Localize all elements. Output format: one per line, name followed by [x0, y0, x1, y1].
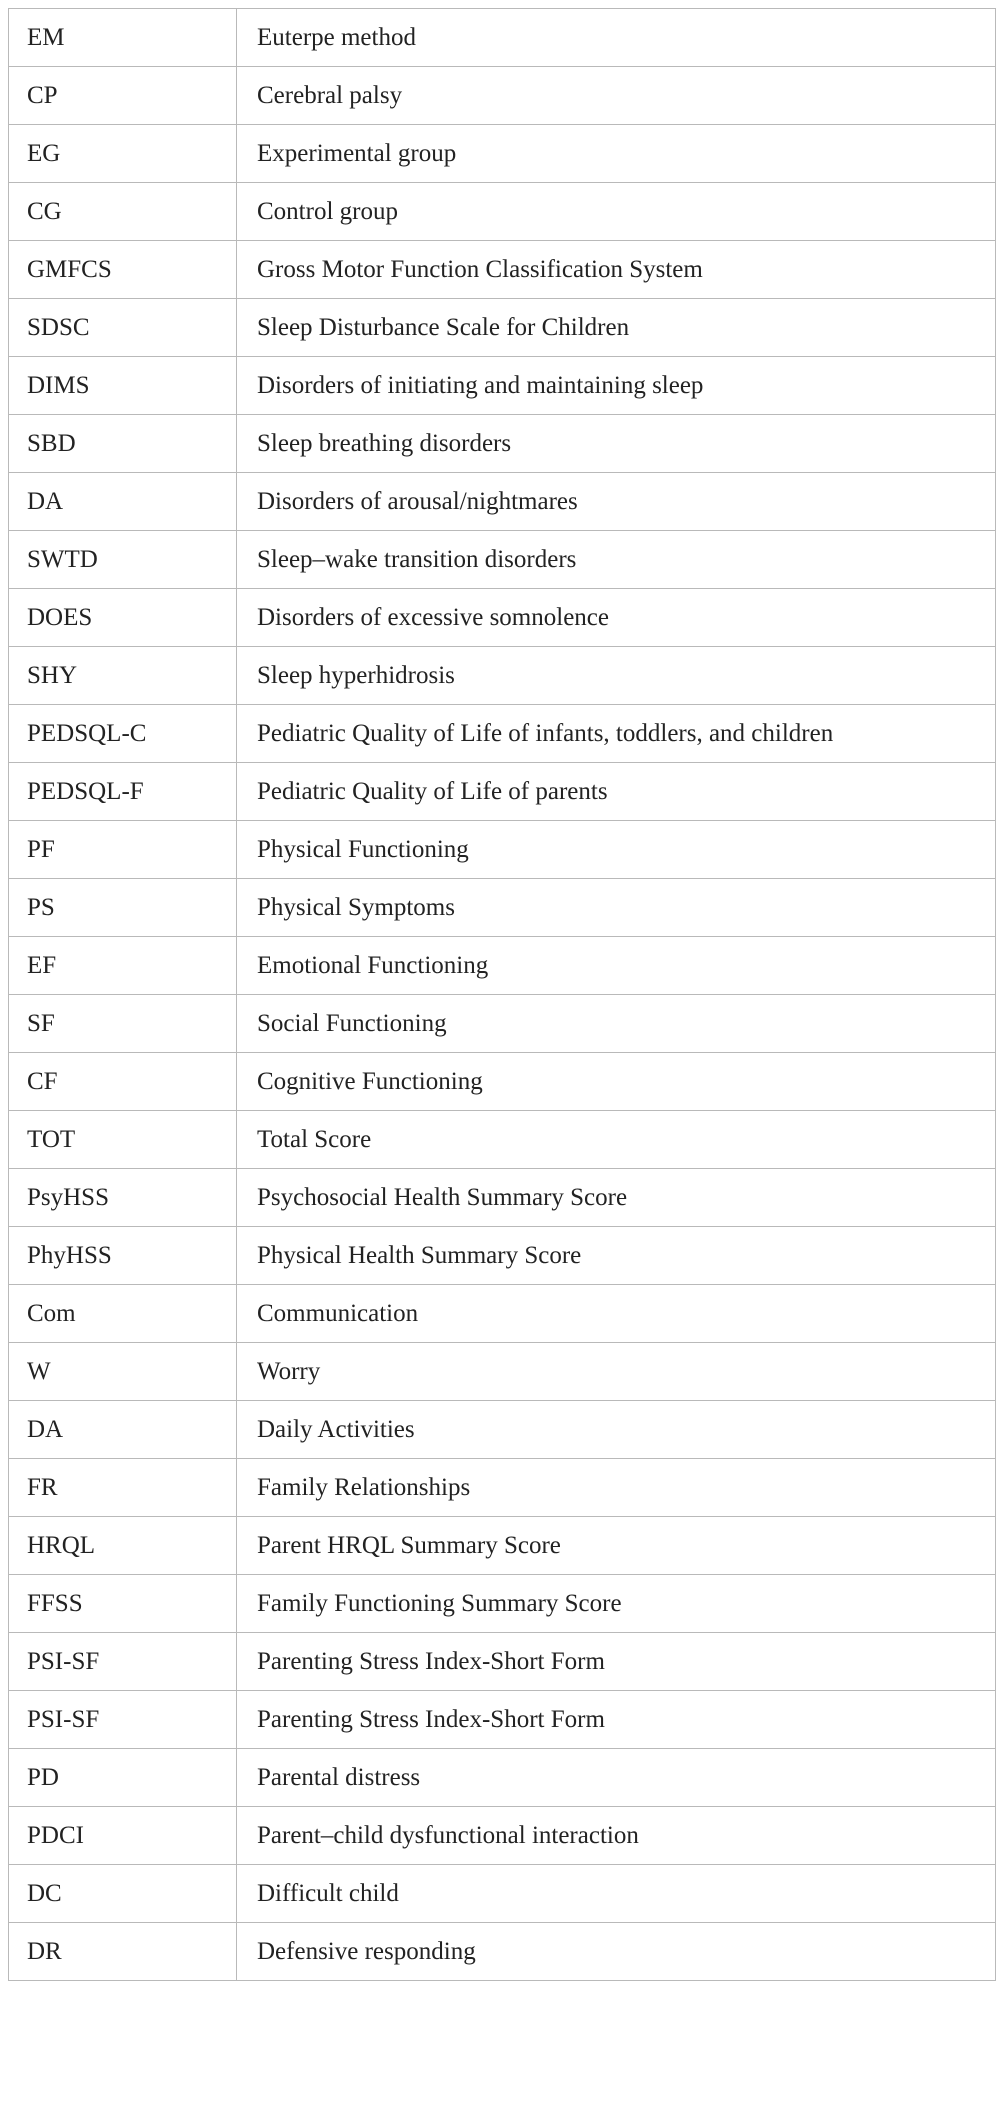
table-row — [9, 589, 996, 647]
definition-cell: Gross Motor Function Classification System — [237, 241, 996, 299]
table-row — [9, 9, 996, 67]
definition-cell: Family Functioning Summary Score — [237, 1575, 996, 1633]
table-row — [9, 1169, 996, 1227]
table-row — [9, 995, 996, 1053]
table-row — [9, 299, 996, 357]
table-row — [9, 1633, 996, 1691]
definition-cell: Psychosocial Health Summary Score — [237, 1169, 996, 1227]
abbreviations-table — [8, 8, 996, 1981]
definition-cell: Parent–child dysfunctional interaction — [237, 1807, 996, 1865]
definition-cell: Sleep Disturbance Scale for Children — [237, 299, 996, 357]
abbreviation-cell: SWTD — [9, 531, 237, 589]
abbreviation-cell: W — [9, 1343, 237, 1401]
table-row — [9, 1807, 996, 1865]
abbreviation-cell: HRQL — [9, 1517, 237, 1575]
definition-cell: Experimental group — [237, 125, 996, 183]
table-row — [9, 647, 996, 705]
abbreviation-cell: TOT — [9, 1111, 237, 1169]
table-row — [9, 1691, 996, 1749]
definition-cell: Defensive responding — [237, 1923, 996, 1981]
abbreviation-cell: CG — [9, 183, 237, 241]
abbreviation-cell: SDSC — [9, 299, 237, 357]
abbreviation-cell: SBD — [9, 415, 237, 473]
abbreviation-cell: PsyHSS — [9, 1169, 237, 1227]
table-row — [9, 1575, 996, 1633]
abbreviation-cell: PEDSQL-C — [9, 705, 237, 763]
definition-cell: Parent HRQL Summary Score — [237, 1517, 996, 1575]
definition-cell: Cognitive Functioning — [237, 1053, 996, 1111]
table-row — [9, 531, 996, 589]
definition-cell: Difficult child — [237, 1865, 996, 1923]
abbreviation-cell: CP — [9, 67, 237, 125]
abbreviation-cell: FR — [9, 1459, 237, 1517]
abbreviation-cell: SHY — [9, 647, 237, 705]
definition-cell: Family Relationships — [237, 1459, 996, 1517]
table-row — [9, 1923, 996, 1981]
table-row — [9, 937, 996, 995]
abbreviation-cell: GMFCS — [9, 241, 237, 299]
abbreviation-cell: PDCI — [9, 1807, 237, 1865]
table-row — [9, 1459, 996, 1517]
abbreviation-cell: DIMS — [9, 357, 237, 415]
definition-cell: Daily Activities — [237, 1401, 996, 1459]
abbreviation-cell: EM — [9, 9, 237, 67]
definition-cell: Communication — [237, 1285, 996, 1343]
table-row — [9, 1749, 996, 1807]
table-row — [9, 1343, 996, 1401]
abbreviation-cell: EF — [9, 937, 237, 995]
definition-cell: Disorders of excessive somnolence — [237, 589, 996, 647]
definition-cell: Physical Symptoms — [237, 879, 996, 937]
abbreviation-cell: PS — [9, 879, 237, 937]
definition-cell: Parenting Stress Index-Short Form — [237, 1691, 996, 1749]
definition-cell: Pediatric Quality of Life of parents — [237, 763, 996, 821]
definition-cell: Pediatric Quality of Life of infants, toddlers, and children — [237, 705, 996, 763]
table-row — [9, 357, 996, 415]
table-row — [9, 879, 996, 937]
table-row — [9, 1285, 996, 1343]
abbreviation-cell: Com — [9, 1285, 237, 1343]
table-row — [9, 183, 996, 241]
table-row — [9, 415, 996, 473]
abbreviation-cell: PSI-SF — [9, 1633, 237, 1691]
abbreviation-cell: DA — [9, 473, 237, 531]
abbreviation-cell: PhyHSS — [9, 1227, 237, 1285]
table-row — [9, 67, 996, 125]
definition-cell: Parental distress — [237, 1749, 996, 1807]
abbreviation-cell: PF — [9, 821, 237, 879]
abbreviation-cell: DOES — [9, 589, 237, 647]
table-row — [9, 241, 996, 299]
abbreviation-cell: PSI-SF — [9, 1691, 237, 1749]
abbreviation-cell: DC — [9, 1865, 237, 1923]
definition-cell: Emotional Functioning — [237, 937, 996, 995]
abbreviation-cell: SF — [9, 995, 237, 1053]
definition-cell: Disorders of arousal/nightmares — [237, 473, 996, 531]
abbreviation-cell: PEDSQL-F — [9, 763, 237, 821]
table-row — [9, 1111, 996, 1169]
abbreviation-cell: PD — [9, 1749, 237, 1807]
table-row — [9, 125, 996, 183]
definition-cell: Disorders of initiating and maintaining sleep — [237, 357, 996, 415]
table-row — [9, 821, 996, 879]
definition-cell: Total Score — [237, 1111, 996, 1169]
abbreviation-cell: EG — [9, 125, 237, 183]
table-row — [9, 763, 996, 821]
abbreviation-cell: FFSS — [9, 1575, 237, 1633]
abbreviation-cell: CF — [9, 1053, 237, 1111]
table-row — [9, 1053, 996, 1111]
table-row — [9, 705, 996, 763]
table-row — [9, 1865, 996, 1923]
definition-cell: Euterpe method — [237, 9, 996, 67]
table-row — [9, 1517, 996, 1575]
table-row — [9, 1401, 996, 1459]
definition-cell: Physical Functioning — [237, 821, 996, 879]
abbreviations-table-body — [9, 9, 996, 1981]
definition-cell: Sleep–wake transition disorders — [237, 531, 996, 589]
definition-cell: Physical Health Summary Score — [237, 1227, 996, 1285]
definition-cell: Control group — [237, 183, 996, 241]
definition-cell: Cerebral palsy — [237, 67, 996, 125]
abbreviation-cell: DA — [9, 1401, 237, 1459]
definition-cell: Parenting Stress Index-Short Form — [237, 1633, 996, 1691]
definition-cell: Sleep breathing disorders — [237, 415, 996, 473]
definition-cell: Social Functioning — [237, 995, 996, 1053]
table-row — [9, 473, 996, 531]
table-row — [9, 1227, 996, 1285]
definition-cell: Sleep hyperhidrosis — [237, 647, 996, 705]
abbreviation-cell: DR — [9, 1923, 237, 1981]
definition-cell: Worry — [237, 1343, 996, 1401]
